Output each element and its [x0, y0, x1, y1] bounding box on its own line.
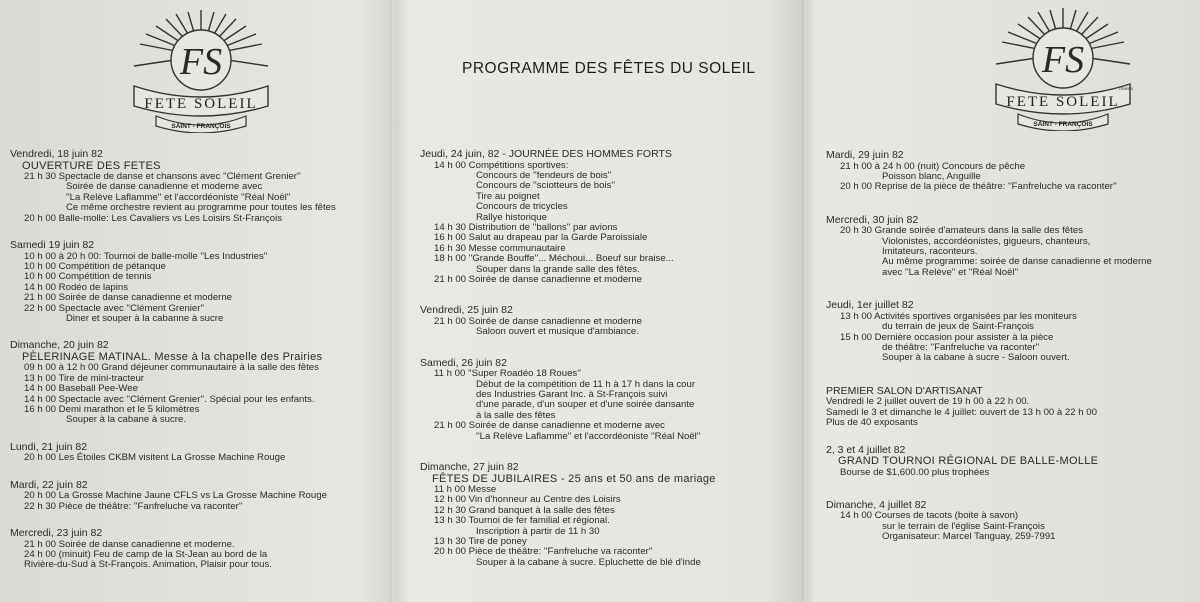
event-item: 20 h 00 Les Étoiles CKBM visitent La Grosse Machine Rouge	[24, 452, 286, 464]
event-item: 14 h 00 Rodéo de lapins	[24, 281, 129, 293]
event-detail: Début de la compétition de 11 h à 17 h dans la cour	[476, 378, 696, 390]
day-headline: FÊTES DE JUBILAIRES - 25 ans et 50 ans de mariage	[432, 472, 716, 485]
day-date: Samedi 19 juin 82	[10, 239, 95, 252]
event-item: 13 h 00 Tire de mini-tracteur	[24, 372, 144, 384]
event-detail: Tire au poignet	[476, 190, 540, 202]
schedule-day	[420, 305, 800, 337]
column-3-schedule	[808, 134, 1200, 543]
schedule-day	[10, 480, 393, 512]
day-date: Mardi, 22 juin 82	[10, 478, 88, 491]
day-date: Mercredi, 23 juin 82	[10, 527, 103, 540]
schedule-day	[826, 150, 1200, 193]
event-item: 11 h 00 ''Super Roadéo 18 Roues''	[434, 368, 581, 380]
event-detail: Imitateurs, raconteurs.	[882, 246, 978, 258]
event-item: 10 h 00 Compétition de tennis	[24, 271, 152, 283]
info-line: Samedi le 3 et dimanche le 4 juillet: ouvert de 13 h 00 à 22 h 00	[826, 406, 1097, 418]
schedule-day	[420, 358, 800, 442]
event-item: 24 h 00 (minuit) Feu de camp de la St-Jean au bord de la	[24, 548, 268, 560]
event-detail: Saloon ouvert et musique d'ambiance.	[476, 326, 639, 338]
panel-left	[0, 0, 393, 602]
logo-artist-text: LEMERE	[1118, 87, 1134, 91]
event-detail: avec ''La Relève'' et ''Réal Noël''	[882, 266, 1019, 278]
event-item: 11 h 00 Messe	[434, 484, 497, 496]
day-date: Jeudi, 1er juillet 82	[826, 299, 914, 312]
schedule-day	[826, 500, 1200, 543]
event-detail: Poisson blanc, Anguille	[882, 170, 981, 182]
day-date: 2, 3 et 4 juillet 82	[826, 443, 906, 456]
event-detail: Inscription à partir de 11 h 30	[476, 525, 600, 537]
column-1-schedule	[0, 133, 393, 571]
day-date: Vendredi, 18 juin 82	[10, 148, 103, 160]
event-item: 09 h 00 à 12 h 00 Grand déjeuner communautaire à la salle des fêtes	[24, 362, 319, 374]
event-detail: Soirée de danse canadienne et moderne avec	[66, 181, 263, 193]
event-detail: Souper dans la grande salle des fêtes.	[476, 263, 640, 275]
logo-banner-text: FETE SOLEIL	[144, 96, 258, 112]
event-detail: ''La Relève Laflamme'' et l'accordéoniste ''Réal Noël''	[476, 430, 701, 442]
logo-town-text: SAINT - FRANÇOIS	[1033, 121, 1093, 128]
event-detail: d'une parade, d'un souper et d'une soirée dansante	[476, 399, 695, 411]
event-item: 13 h 00 Activités sportives organisées par les moniteurs	[840, 310, 1077, 322]
day-date: Mardi, 29 juin 82	[826, 149, 904, 161]
event-item: Rivière-du-Sud à St-François. Animation, Plaisir pour tous.	[24, 559, 272, 571]
event-detail: à la salle des fêtes	[476, 409, 556, 421]
schedule-day	[826, 386, 1200, 429]
event-item: 14 h 00 Baseball Pee-Wee	[24, 383, 138, 395]
event-item: 20 h 00 Reprise de la pièce de théâtre: ''Fanfreluche va raconter''	[840, 181, 1117, 193]
event-item: 10 h 00 à 20 h 00: Tournoi de balle-molle ''Les Industries''	[24, 250, 268, 262]
panel-center	[398, 0, 800, 602]
day-date: Lundi, 21 juin 82	[10, 440, 88, 453]
event-item: 21 h 30 Spectacle de danse et chansons avec ''Clément Grenier''	[24, 171, 301, 182]
event-detail: Diner et souper à la cabanne à sucre	[66, 312, 224, 324]
schedule-day	[826, 215, 1200, 279]
event-detail: Souper à la cabane à sucre - Saloon ouvert.	[882, 352, 1070, 364]
schedule-day	[10, 528, 393, 571]
day-date: Samedi, 26 juin 82	[420, 356, 507, 369]
event-detail: Concours de ''fendeurs de bois''	[476, 169, 612, 181]
schedule-day	[10, 240, 393, 324]
event-item: 16 h 00 Salut au drapeau par la Garde Paroissiale	[434, 232, 648, 244]
logo-mark: FS	[179, 41, 223, 83]
day-date: Dimanche, 27 juin 82	[420, 461, 519, 474]
event-detail: de théâtre: ''Fanfreluche va raconter''	[882, 341, 1040, 353]
event-item: 20 h 00 La Grosse Machine Jaune CFLS vs La Grosse Machine Rouge	[24, 490, 327, 502]
event-detail: Souper à la cabane à sucre.	[66, 414, 187, 426]
event-item: 20 h 00 Balle-molle: Les Cavaliers vs Les Loisirs St-François	[24, 212, 283, 224]
schedule-day	[826, 445, 1200, 478]
event-detail: Concours de ''sciotteurs de bois''	[476, 180, 616, 192]
event-item: 10 h 00 Compétition de pétanque	[24, 260, 166, 272]
info-line: Vendredi le 2 juillet ouvert de 19 h 00 à 22 h 00.	[826, 396, 1030, 408]
day-date: Jeudi, 24 juin, 82 - JOURNÉE DES HOMMES FORTS	[420, 148, 672, 160]
event-detail: Rallye historique	[476, 211, 547, 223]
day-date: Vendredi, 25 juin 82	[420, 304, 513, 317]
event-item: 21 h 00 Soirée de danse canadienne et moderne avec	[434, 420, 665, 432]
event-item: 18 h 00 ''Grande Bouffe''... Méchoui... Boeuf sur braise...	[434, 253, 674, 265]
info-line: Plus de 40 exposants	[826, 417, 918, 429]
event-detail: sur le terrain de l'église Saint-François	[882, 520, 1045, 532]
event-detail: du terrain de jeux de Saint-François	[882, 321, 1034, 333]
fete-soleil-logo-right	[988, 6, 1138, 131]
logo-mark: FS	[1041, 39, 1085, 81]
event-item: 12 h 30 Grand banquet à la salle des fêtes	[434, 504, 615, 516]
event-detail: Au même programme: soirée de danse canadienne et moderne	[882, 256, 1152, 268]
logo-town-text: SAINT - FRANÇOIS	[171, 123, 231, 130]
day-headline: OUVERTURE DES FETES	[22, 159, 161, 172]
event-detail: ''La Relève Laflamme'' et l'accordéoniste ''Réal Noël''	[66, 191, 291, 203]
event-item: 14 h 00 Courses de tacots (boite à savon)	[840, 510, 1019, 522]
event-item: 22 h 30 Pièce de théâtre: ''Fanfreluche va raconter''	[24, 500, 243, 512]
event-item: 14 h 00 Compétitions sportives:	[434, 159, 569, 171]
day-date: Dimanche, 20 juin 82	[10, 339, 109, 352]
event-item: 21 h 00 Soirée de danse canadienne et moderne	[434, 273, 643, 285]
event-detail: Souper à la cabane à sucre. Epluchette de blé d'inde	[476, 556, 701, 568]
day-date: Dimanche, 4 juillet 82	[826, 498, 927, 511]
event-item: 21 h 00 Soirée de danse canadienne et moderne	[24, 292, 233, 304]
event-item: 22 h 00 Spectacle avec ''Clément Grenier''	[24, 302, 205, 314]
event-item: 21 h 00 Soirée de danse canadienne et moderne.	[24, 538, 235, 550]
schedule-day	[10, 442, 393, 464]
day-date: PREMIER SALON D'ARTISANAT	[826, 384, 983, 397]
event-item: 16 h 00 Demi marathon et le 5 kilomètres	[24, 404, 200, 415]
event-item: 13 h 30 Tire de poney	[434, 536, 527, 548]
event-item: 13 h 30 Tournoi de fer familial et régional.	[434, 515, 610, 527]
day-headline: PÈLERINAGE MATINAL. Messe à la chapelle des Prairies	[22, 350, 323, 363]
event-detail: Violonistes, accordéonistes, gigueurs, chanteurs,	[882, 235, 1091, 247]
panel-right	[808, 0, 1200, 602]
page-title: PROGRAMME DES FÊTES DU SOLEIL	[462, 60, 756, 77]
day-date: Mercredi, 30 juin 82	[826, 213, 919, 226]
schedule-day	[10, 149, 393, 224]
schedule-day	[420, 462, 800, 568]
schedule-day	[10, 340, 393, 425]
event-item: 21 h 00 à 24 h 00 (nuit) Concours de pêche	[840, 160, 1026, 172]
event-item: 12 h 00 Vin d'honneur au Centre des Loisirs	[434, 494, 621, 506]
logo-banner-text: FETE SOLEIL	[1006, 94, 1120, 110]
event-item: 20 h 00 Pièce de théâtre: ''Fanfreluche va raconter''	[434, 546, 653, 558]
info-line: Bourse de $1,600.00 plus trophées	[840, 466, 990, 478]
event-detail: Concours de tricycles	[476, 201, 568, 213]
event-item: 14 h 30 Distribution de ''ballons'' par avions	[434, 221, 618, 233]
schedule-day	[420, 149, 800, 285]
event-item: 20 h 30 Grande soirée d'amateurs dans la salle des fêtes	[840, 225, 1083, 237]
day-headline: GRAND TOURNOI RÉGIONAL DE BALLE-MOLLE	[838, 455, 1099, 467]
event-item: 14 h 00 Spectacle avec ''Clément Grenier''. Spécial pour les enfants.	[24, 393, 315, 405]
fold-line-right	[802, 0, 806, 602]
event-detail: Organisateur: Marcel Tanguay, 259-7991	[882, 531, 1056, 543]
event-item: 16 h 30 Messe communautaire	[434, 242, 566, 254]
fete-soleil-logo	[126, 8, 276, 133]
event-detail: Ce même orchestre revient au programme pour toutes les fêtes	[66, 202, 336, 214]
column-2-schedule	[398, 133, 800, 568]
event-detail: des Industries Garant Inc. à St-François suivi	[476, 389, 668, 400]
event-item: 15 h 00 Dernière occasion pour assister à la pièce	[840, 331, 1054, 343]
event-item: 21 h 00 Soirée de danse canadienne et moderne	[434, 315, 643, 327]
schedule-day	[826, 300, 1200, 364]
